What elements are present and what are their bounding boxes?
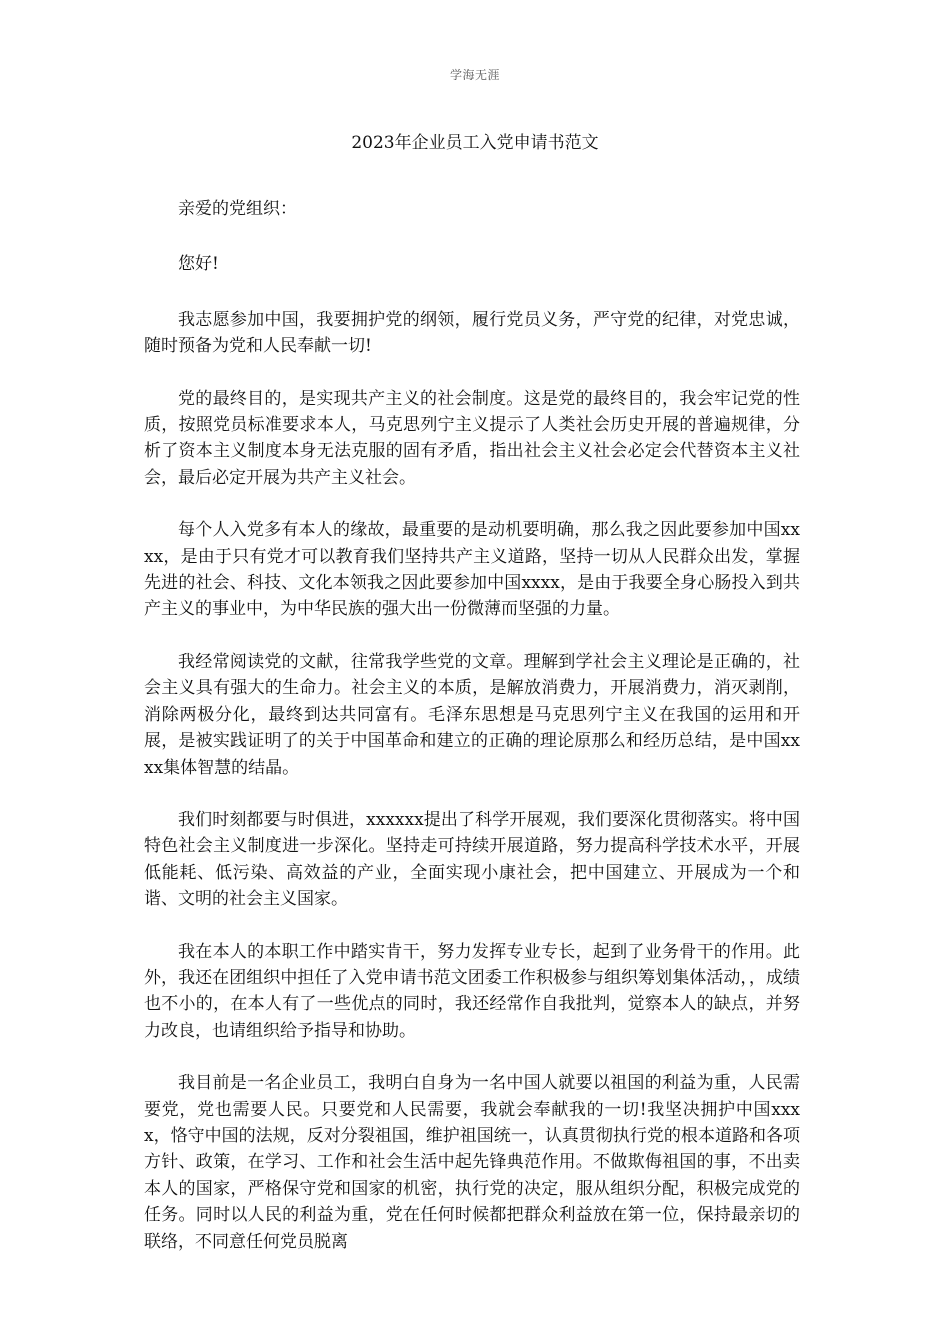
document-title: 2023年企业员工入党申请书范文 [351,133,599,153]
salutation: 亲爱的党组织： [178,199,297,219]
paragraph-3: 每个人入党多有本人的缘故，最重要的是动机要明确，那么我之因此要参加中国xxxx，是由于只有党才可以教育我们坚持共产主义道路，坚持一切从人民群众出发，掌握先进的社会、科技、文化本领我之因此要参加中国xxxx，是由于我要全身心肠投入到共产主义的事业中，为中华民族的强大出一份微薄而坚强的力量。 [144,520,800,620]
greeting: 您好! [178,254,219,275]
paragraph-5: 我们时刻都要与时俱进，xxxxxx提出了科学开展观，我们要深化贯彻落实。将中国特色社会主义制度进一步深化。坚持走可持续开展道路，努力提高科学技术水平，开展低能耗、低污染、高效益的产业，全面实现小康社会，把中国建立、开展成为一个和谐、文明的社会主义国家。 [144,809,800,910]
paragraph-7: 我目前是一名企业员工，我明白自身为一名中国人就要以祖国的利益为重，人民需要党，党也需要人民。只要党和人民需要，我就会奉献我的一切!我坚决拥护中国xxxx，恪守中国的法规，反对分裂祖国，维护祖国统一，认真贯彻执行党的根本道路和各项方针、政策，在学习、工作和社会生活中起先锋典范作用。不做欺侮祖国的事，不出卖本人的国家，严格保守党和国家的机密，执行党的决定，服从组织分配，积极完成党的任务。同时以人民的利益为重，党在任何时候都把群众利益放在第一位，保持最亲切的联络，不同意任何党员脱离 [144,1073,800,1252]
paragraph-4: 我经常阅读党的文献，往常我学些党的文章。理解到学社会主义理论是正确的，社会主义具有强大的生命力。社会主义的本质，是解放消费力，开展消费力，消灭剥削，消除两极分化，最终到达共同富有。毛泽东思想是马克思列宁主义在我国的运用和开展，是被实践证明了的关于中国革命和建立的正确的理论原那么和经历总结，是中国xxxx集体智慧的结晶。 [144,651,800,778]
paragraph-2: 党的最终目的，是实现共产主义的社会制度。这是党的最终目的，我会牢记党的性质，按照党员标准要求本人，马克思列宁主义提示了人类社会历史开展的普遍规律，分析了资本主义制度本身无法克服的固有矛盾，指出社会主义社会必定会代替资本主义社会，最后必定开展为共产主义社会。 [144,388,800,488]
paragraph-6: 我在本人的本职工作中踏实肯干，努力发挥专业专长，起到了业务骨干的作用。此外，我还在团组织中担任了入党申请书范文团委工作积极参与组织筹划集体活动，，成绩也不小的，在本人有了一些优点的同时，我还经常作自我批判，觉察本人的缺点，并努力改良，也请组织给予指导和协助。 [144,941,800,1041]
document-body [144,196,800,1281]
paragraph-1: 我志愿参加中国，我要拥护党的纲领，履行党员义务，严守党的纪律，对党忠诚，随时预备为党和人民奉献一切! [144,309,800,357]
page-header: 学海无涯 [449,68,500,82]
